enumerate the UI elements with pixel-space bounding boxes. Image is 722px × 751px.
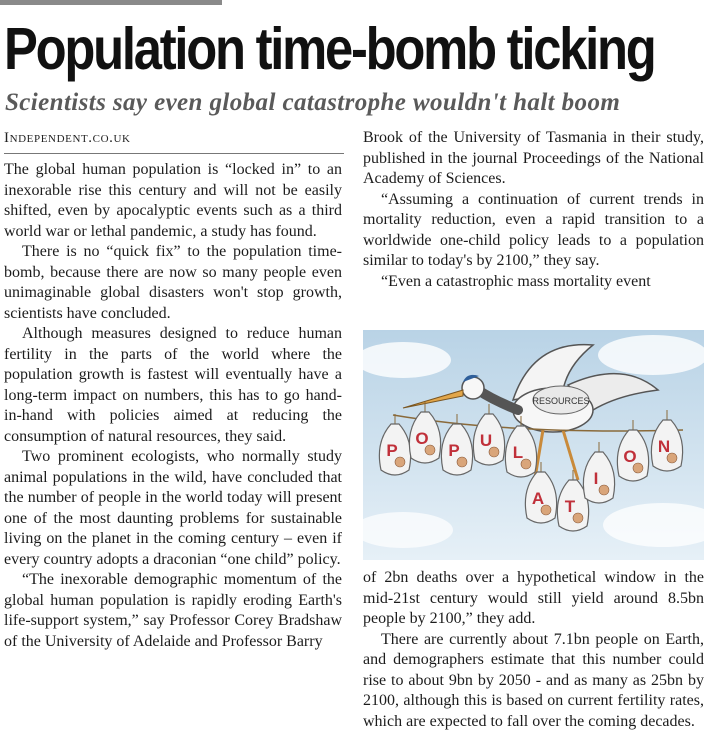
paragraph: The global human population is “locked in” to an inexorable rise this century and will not be easily shifted, even by apocalyptic events such as a third world war or lethal pandemic, a study has found. — [4, 161, 342, 240]
paragraph: Brook of the University of Tasmania in their study, published in the journal Proceedings of the National Academy of Sciences. — [363, 129, 704, 187]
article-column-left — [4, 160, 342, 652]
paragraph: “The inexorable demographic momentum of the global human population is rapidly eroding Earth's life-support system,” say Professor Corey Bradshaw of the University of Adelaide and Professor Barry — [4, 571, 342, 650]
bundle-letter: O — [415, 429, 429, 448]
paragraph: There is no “quick fix” to the population time-bomb, because there are now so many people even unimaginable global disasters won't stop growth, scientists have concluded. — [4, 243, 342, 322]
source-divider — [4, 153, 344, 154]
headline: Population time-bomb ticking — [4, 16, 655, 82]
cloud — [598, 335, 704, 375]
paragraph: Two prominent ecologists, who normally study animal populations in the wild, have concluded that the number of people in the world today will present one of the most daunting problems for sustainable living on the planet in the coming century – even if every country adopts a draconian “one child” policy. — [4, 448, 342, 568]
bundle-letter: T — [564, 497, 576, 516]
article-column-right-top — [363, 128, 704, 292]
baby-face-icon — [599, 485, 609, 495]
paragraph: of 2bn deaths over a hypothetical window in the mid-21st century would still yield around 8.5bn people by 2100,” they add. — [363, 569, 704, 627]
sack-label: RESOURCES — [532, 396, 590, 406]
bundle-letter: P — [386, 441, 398, 460]
paragraph: “Even a catastrophic mass mortality event — [381, 272, 651, 290]
bundle-letter: U — [479, 431, 493, 450]
paragraph: Although measures designed to reduce human fertility in the parts of the world where the population growth is fastest will eventually have a long-term impact on numbers, this has to go hand-in-hand with policies aimed at reducing the consumption of natural resources, they said. — [4, 325, 342, 445]
cartoon-svg — [363, 330, 704, 560]
bundle-letter: L — [512, 443, 524, 462]
bundle-letter: A — [531, 489, 545, 508]
subheadline: Scientists say even global catastrophe wouldn't halt boom — [5, 89, 621, 116]
bundle-letter: O — [623, 447, 637, 466]
paragraph: “Assuming a continuation of current trends in mortality reduction, even a rapid transition to a worldwide one-child policy leads to a population similar to today's by 2100,” they say. — [363, 190, 704, 269]
header-bar — [0, 0, 222, 5]
bundle-letter: I — [593, 469, 599, 488]
article-column-right-bottom — [363, 568, 704, 732]
bundle-letter: N — [657, 437, 671, 456]
bundle-letter: P — [448, 441, 460, 460]
paragraph: There are currently about 7.1bn people on Earth, and demographers estimate that this number could rise to about 9bn by 2050 - and as many as 25bn by 2100, although this is based on current fertility rates, which are expected to fall over the coming decades. — [363, 630, 704, 730]
source-credit: Independent.co.uk — [4, 130, 131, 146]
stork-cartoon-illustration — [363, 330, 704, 560]
